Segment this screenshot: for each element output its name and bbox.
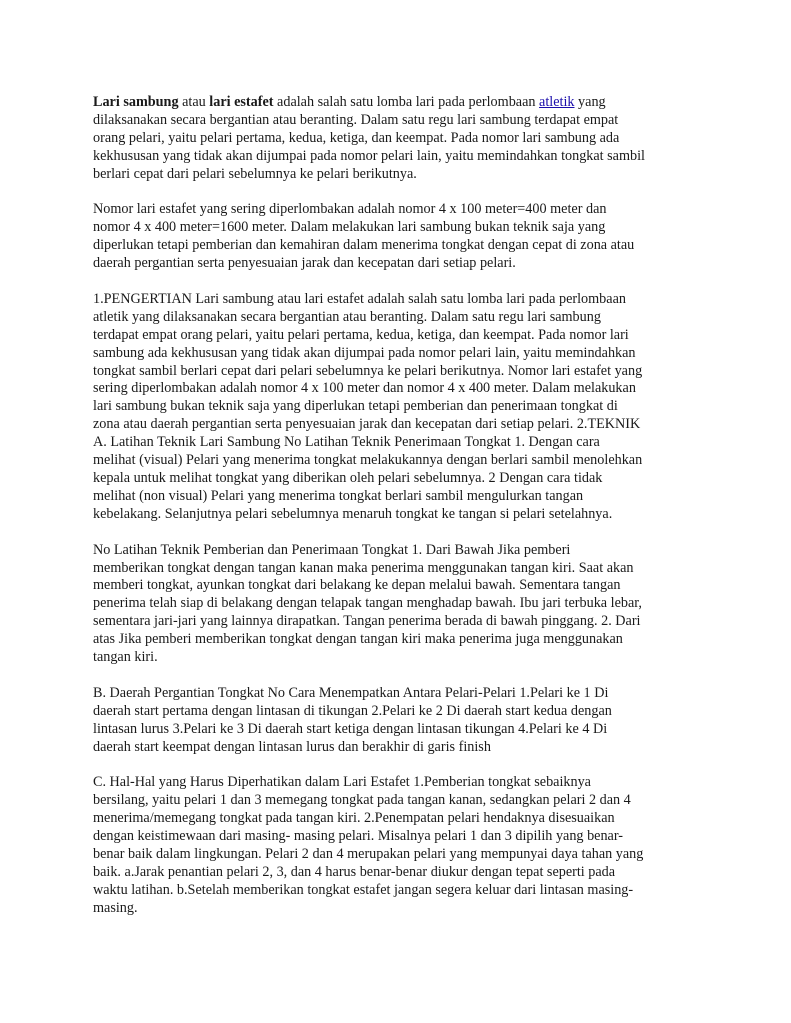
- text-line: C. Hal-Hal yang Harus Diperhatikan dalam Lari Estafet 1.Pemberian tongkat sebaiknya: [93, 774, 591, 791]
- text-line: No Latihan Teknik Pemberian dan Penerimaan Tongkat 1. Dari Bawah Jika pemberi: [93, 541, 571, 558]
- text-line: berlari cepat dari pelari sebelumnya ke pelari berikutnya.: [93, 165, 417, 182]
- text-line: orang pelari, yaitu pelari pertama, kedua, ketiga, dan keempat. Pada nomor lari sambung ada: [93, 129, 620, 146]
- text-line: tangan kiri.: [93, 649, 158, 666]
- text-line: kepala untuk melihat tongkat yang diberikan oleh pelari sebelumnya. 2 Dengan cara tidak: [93, 470, 603, 486]
- intro-first-line: [93, 94, 703, 112]
- text-line: tongkat sambil berlari cepat dari pelari sebelumnya ke pelari berikutnya. Nomor lari estafet yang: [93, 362, 643, 379]
- intro-text-after-link: yang: [574, 94, 606, 110]
- text-line: Nomor lari estafet yang sering diperlombakan adalah nomor 4 x 100 meter=400 meter dan: [93, 201, 607, 218]
- text-line: atletik yang dilaksanakan secara bergantian atau beranting. Dalam satu regu lari sambung: [93, 308, 601, 325]
- text-line: masing.: [93, 899, 138, 916]
- text-line: waktu latihan. b.Setelah memberikan tongkat estafet jangan segera keluar dari lintasan masing-: [93, 881, 634, 898]
- text-line: 1.PENGERTIAN Lari sambung atau lari estafet adalah salah satu lomba lari pada perlombaan: [93, 290, 626, 307]
- document-page: [93, 94, 703, 936]
- text-line: memberi tongkat, ayunkan tongkat dari belakang ke depan melalui bawah. Sementara tangan: [93, 577, 621, 594]
- text-line: lari sambung bukan teknik saja yang diperlukan tetapi pemberian dan penerimaan tongkat di: [93, 398, 618, 415]
- text-line: melihat (non visual) Pelari yang menerima tongkat berlari sambil mengulurkan tangan: [93, 487, 584, 504]
- body-paragraph: [93, 685, 703, 757]
- body-paragraph: [93, 774, 703, 917]
- text-line: terdapat empat orang pelari, yaitu pelari pertama, kedua, ketiga, dan keempat. Pada nomor lari: [93, 326, 629, 343]
- body-paragraph: [93, 291, 703, 524]
- text-line: kekhususan yang tidak akan dijumpai pada nomor pelari lain, yaitu memindahkan tongkat sambil: [93, 147, 645, 164]
- intro-text-before-link: adalah salah satu lomba lari pada perlombaan: [273, 94, 540, 110]
- text-line: daerah pergantian serta penyesuaian jarak dan kecepatan dari setiap pelari.: [93, 255, 516, 272]
- intro-conjunction: atau: [178, 94, 210, 110]
- text-line: zona atau daerah pergantian serta penyesuaian jarak dan kecepatan dari setiap pelari. 2.TEKNIK: [93, 416, 641, 433]
- atletik-link[interactable]: atletik: [539, 94, 575, 110]
- text-line: sering diperlombakan adalah nomor 4 x 100 meter dan nomor 4 x 400 meter. Dalam melakukan: [93, 380, 636, 397]
- intro-remaining-lines: [93, 112, 703, 184]
- text-line: menerima/memegang tongkat pada tangan kiri. 2.Penempatan pelari hendaknya disesuaikan: [93, 810, 615, 827]
- text-line: atas Jika pemberi memberikan tongkat dengan tangan kiri maka penerima juga menggunakan: [93, 631, 623, 648]
- text-line: dilaksanakan secara bergantian atau beranting. Dalam satu regu lari sambung terdapat empat: [93, 111, 619, 128]
- text-line: baik. a.Jarak penantian pelari 2, 3, dan 4 harus benar-benar diukur dengan tepat seperti pada: [93, 863, 616, 880]
- term-lari-sambung: Lari sambung: [93, 94, 179, 110]
- text-line: lintasan lurus 3.Pelari ke 3 Di daerah start ketiga dengan lintasan tikungan 4.Pelari ke 4 Di: [93, 720, 608, 737]
- text-line: daerah start keempat dengan lintasan lurus dan berakhir di garis finish: [93, 738, 491, 755]
- text-line: daerah start pertama dengan lintasan di tikungan 2.Pelari ke 2 Di daerah start kedua dengan: [93, 702, 612, 719]
- text-line: sambung ada kekhususan yang tidak akan dijumpai pada nomor pelari lain, yaitu memindahkan: [93, 344, 636, 361]
- body-paragraph: [93, 201, 703, 273]
- text-line: nomor 4 x 400 meter=1600 meter. Dalam melakukan lari sambung bukan teknik saja yang: [93, 219, 606, 236]
- body-paragraphs: [93, 201, 703, 917]
- text-line: penerima telah siap di belakang dengan telapak tangan menghadap bawah. Ibu jari terbuka lebar,: [93, 595, 642, 612]
- text-line: benar baik dalam lingkungan. Pelari 2 dan 4 merupakan pelari yang mempunyai daya tahan yang: [93, 845, 644, 862]
- term-lari-estafet: lari estafet: [209, 94, 274, 110]
- body-paragraph: [93, 542, 703, 667]
- text-line: dengan keistimewaan dari masing- masing pelari. Misalnya pelari 1 dan 3 dipilih yang benar-: [93, 828, 624, 845]
- text-line: sementara jari-jari yang lainnya dirapatkan. Tangan penerima berada di bawah pinggang. 2. Dari: [93, 613, 641, 630]
- text-line: kebelakang. Selanjutnya pelari sebelumnya menaruh tongkat ke tangan si pelari setelahnya.: [93, 505, 613, 522]
- text-line: diperlukan tetapi pemberian dan kemahiran dalam menerima tongkat dengan cepat di zona atau: [93, 237, 635, 254]
- text-line: B. Daerah Pergantian Tongkat No Cara Menempatkan Antara Pelari-Pelari 1.Pelari ke 1 Di: [93, 684, 609, 701]
- intro-paragraph: [93, 94, 703, 184]
- text-line: melihat (visual) Pelari yang menerima tongkat melakukannya dengan berlari sambil menolehkan: [93, 452, 643, 469]
- text-line: bersilang, yaitu pelari 1 dan 3 memegang tongkat pada tangan kanan, sedangkan pelari 2 dan 4: [93, 792, 631, 809]
- text-line: memberikan tongkat dengan tangan kanan maka penerima menggunakan tangan kiri. Saat akan: [93, 559, 634, 576]
- text-line: A. Latihan Teknik Lari Sambung No Latihan Teknik Penerimaan Tongkat 1. Dengan cara: [93, 434, 600, 451]
